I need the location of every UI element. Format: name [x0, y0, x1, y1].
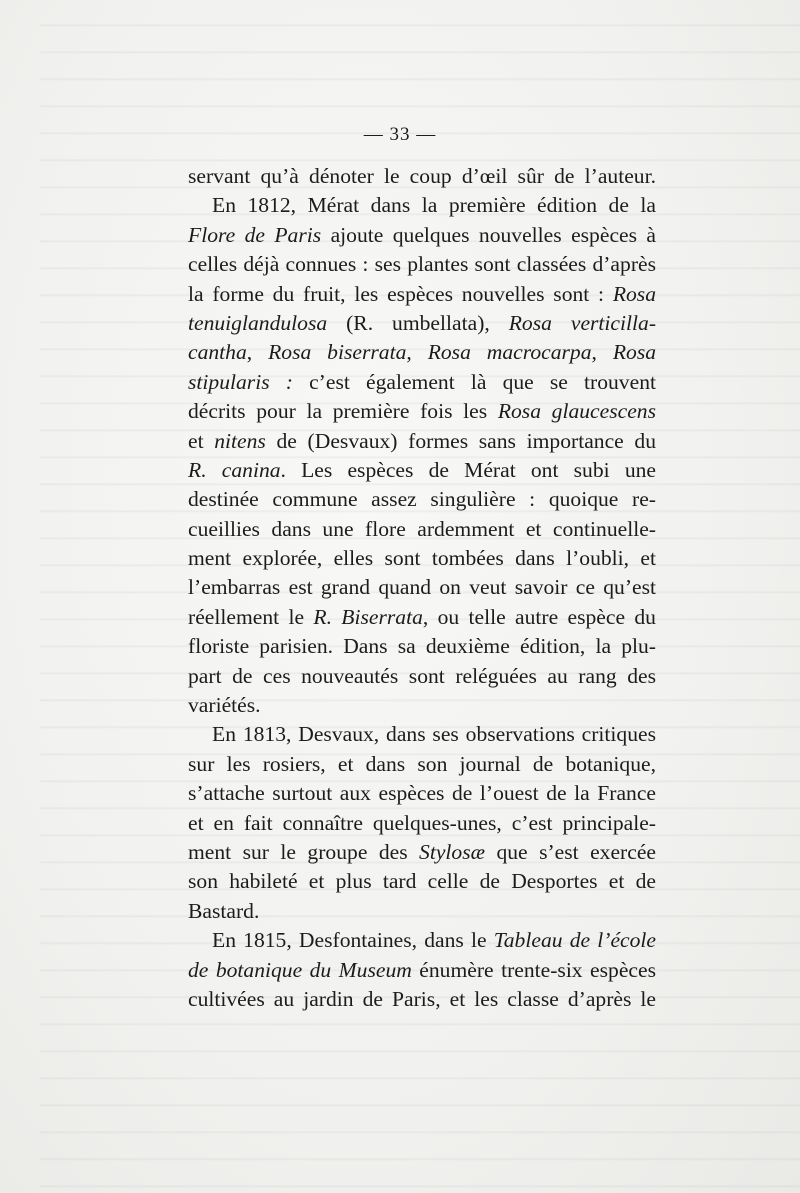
italic-text-segment: Stylosæ — [419, 839, 486, 864]
text-segment: En 1815, Desfontaines, dans le — [212, 928, 494, 953]
text-segment: et — [188, 428, 215, 453]
italic-text-segment: stipularis : — [188, 369, 293, 394]
text-line — [188, 809, 656, 838]
text-segment: son habileté et plus tard celle de Desportes et de — [188, 869, 656, 894]
text-line — [188, 897, 656, 926]
text-segment: ment explorée, elles sont tombées dans l’oubli, et — [188, 546, 656, 571]
body-text — [188, 162, 656, 1014]
text-segment: En 1813, Desvaux, dans ses observations critiques — [212, 722, 656, 747]
text-segment: décrits pour la première fois les — [188, 399, 498, 424]
text-line — [188, 926, 656, 955]
text-segment: la forme du fruit, les espèces nouvelles sont : — [188, 281, 613, 306]
italic-text-segment: Rosa glaucescens — [497, 399, 656, 424]
text-segment: l’embarras est grand quand on veut savoir ce qu’est — [188, 575, 656, 600]
italic-text-segment: de botanique du Museum — [188, 957, 412, 982]
text-segment: réellement le — [188, 604, 314, 629]
italic-text-segment: cantha — [188, 340, 247, 365]
text-segment: , — [406, 340, 428, 365]
text-segment: , — [246, 340, 269, 365]
text-line — [188, 309, 656, 338]
italic-text-segment: Rosa — [612, 281, 656, 306]
text-line — [188, 544, 656, 573]
text-segment: , — [591, 340, 613, 365]
text-line — [188, 280, 656, 309]
text-line — [188, 427, 656, 456]
text-line — [188, 691, 656, 720]
text-line — [188, 221, 656, 250]
page-number: — 33 — — [363, 124, 437, 145]
text-line — [188, 750, 656, 779]
text-segment: sur les rosiers, et dans son journal de botanique, — [188, 751, 656, 776]
text-segment: (R. umbellata), — [327, 310, 509, 335]
italic-text-segment: Rosa verticilla- — [508, 310, 657, 335]
text-segment: . Les espèces de Mérat ont subi une — [280, 457, 657, 482]
italic-text-segment: Rosa biserrata — [268, 340, 407, 365]
text-line — [188, 603, 656, 632]
text-segment: floriste parisien. Dans sa deuxième édition, la plu- — [188, 634, 656, 659]
text-line — [188, 338, 656, 367]
text-segment: énumère trente-six espèces — [411, 957, 656, 982]
italic-text-segment: Flore de Paris — [188, 222, 322, 247]
italic-text-segment: tenuiglandulosa — [188, 310, 328, 335]
text-segment: , ou telle autre espèce du — [422, 604, 656, 629]
text-line — [188, 573, 656, 602]
text-line — [188, 368, 656, 397]
text-line — [188, 985, 656, 1014]
text-segment: servant qu’à dénoter le coup d’œil sûr de l’auteur. — [188, 164, 656, 188]
text-line — [188, 838, 656, 867]
text-line — [188, 162, 656, 191]
text-segment: et en fait connaître quelques-unes, c’est principale- — [188, 810, 656, 835]
text-segment: ment sur le groupe des — [188, 839, 420, 864]
text-segment: c’est également là que se trouvent — [292, 369, 656, 394]
italic-text-segment: nitens — [214, 428, 266, 453]
text-line — [188, 250, 656, 279]
text-line — [188, 956, 656, 985]
text-segment: variétés. — [188, 693, 261, 718]
text-line — [188, 779, 656, 808]
text-line — [188, 515, 656, 544]
text-line — [188, 662, 656, 691]
text-segment: que s’est exercée — [485, 839, 656, 864]
text-segment: s’attache surtout aux espèces de l’ouest de la France — [188, 781, 656, 806]
text-segment: cueillies dans une flore ardemment et continuelle- — [188, 516, 656, 541]
text-segment: En 1812, Mérat dans la première édition de la — [212, 193, 656, 218]
italic-text-segment: Rosa — [612, 340, 657, 365]
text-line — [188, 485, 656, 514]
text-segment: ajoute quelques nouvelles espèces à — [321, 222, 657, 247]
text-line — [188, 867, 656, 896]
text-segment: part de ces nouveautés sont reléguées au rang des — [188, 663, 656, 688]
text-line — [188, 456, 656, 485]
text-line — [188, 191, 656, 220]
italic-text-segment: Tableau de l’école — [493, 928, 656, 953]
text-segment: cultivées au jardin de Paris, et les classe d’après le — [188, 986, 656, 1011]
italic-text-segment: R. Biserrata — [313, 604, 423, 629]
text-line — [188, 720, 656, 749]
text-line — [188, 397, 656, 426]
text-segment: destinée commune assez singulière : quoique re- — [188, 487, 656, 512]
italic-text-segment: R. canina — [188, 457, 281, 482]
italic-text-segment: Rosa macrocarpa — [427, 340, 592, 365]
text-segment: Bastard. — [188, 898, 260, 923]
text-segment: celles déjà connues : ses plantes sont classées d’après — [188, 252, 656, 277]
text-line — [188, 632, 656, 661]
text-segment: de (Desvaux) formes sans importance du — [265, 428, 656, 453]
